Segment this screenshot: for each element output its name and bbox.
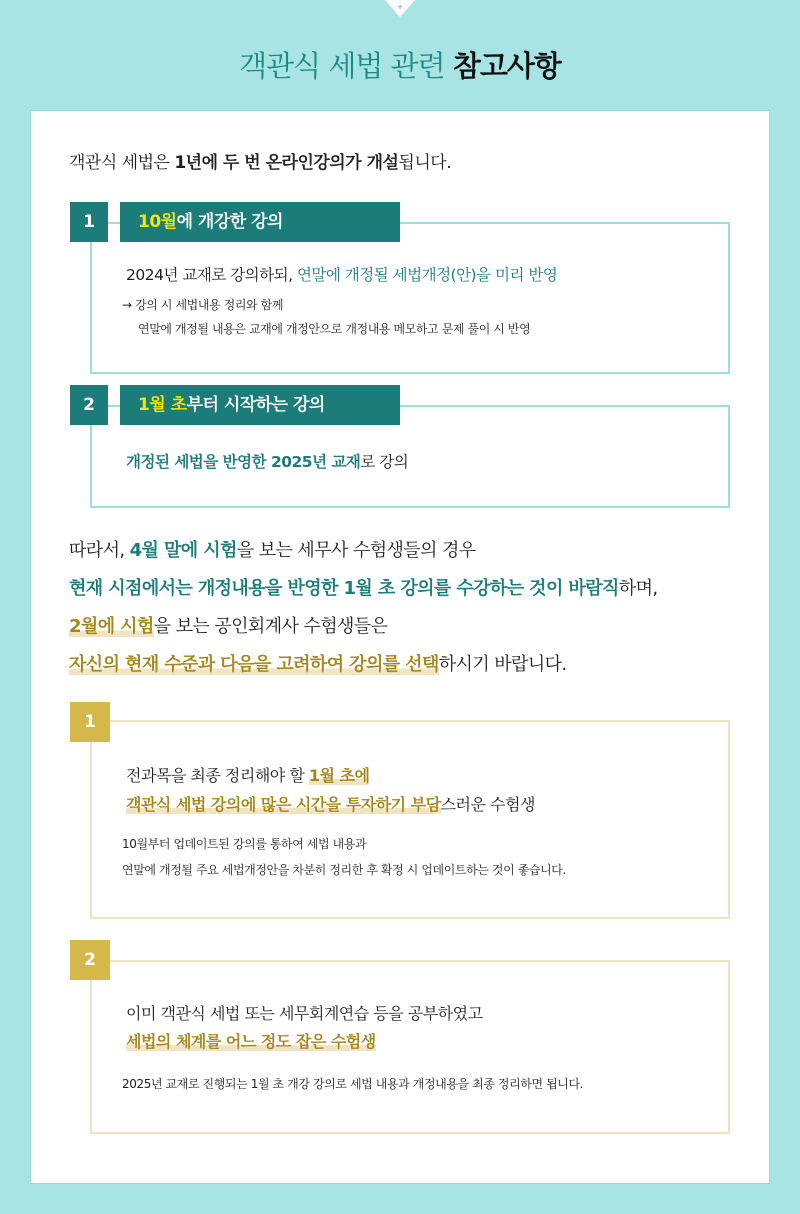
section1-heading-rest: 에 개강한 강의 <box>176 212 283 232</box>
top-notch-icon <box>385 0 415 18</box>
para-line1 <box>69 536 476 562</box>
intro-c: 됩니다. <box>398 153 452 173</box>
gold1-l1-b: 1월 초에 <box>308 766 370 785</box>
section1-line-b: 연말에 개정될 세법개정(안)을 미리 반영 <box>296 266 558 284</box>
para-line2 <box>69 574 657 600</box>
section2-line-a: 개정된 세법을 반영한 2025년 교재 <box>126 453 361 471</box>
section2-heading <box>120 385 400 425</box>
gold2-line1: 이미 객관식 세법 또는 세무회계연습 등을 공부하였고 <box>126 1004 483 1023</box>
section1-note1: → 강의 시 세법내용 정리와 함께 <box>122 298 284 312</box>
section2-heading-highlight: 1월 초 <box>138 395 187 415</box>
section1-note2: 연말에 개정될 내용은 교재에 개정안으로 개정내용 메모하고 문제 풀이 시 반영 <box>138 322 531 336</box>
para3-b: 을 보는 공인회계사 수험생들은 <box>153 616 388 637</box>
para3-a: 2월에 시험 <box>69 616 154 637</box>
para2-a: 현재 시점에서는 개정내용을 반영한 1월 초 강의를 수강하는 것이 바람직 <box>69 578 619 599</box>
section1-heading <box>120 202 400 242</box>
para1-a: 따라서, <box>69 540 130 561</box>
gold2-l2: 세법의 체계를 어느 정도 잡은 수험생 <box>126 1032 376 1051</box>
gold1-box <box>90 720 730 919</box>
gold1-l1-a: 전과목을 최종 정리해야 할 <box>126 766 309 785</box>
intro-a: 객관식 세법은 <box>69 153 175 173</box>
gold1-line2 <box>126 792 535 815</box>
section2-heading-rest: 부터 시작하는 강의 <box>186 395 325 415</box>
gold1-l2-b: 스러운 수험생 <box>440 795 535 814</box>
gold2-note1: 2025년 교재로 진행되는 1월 초 개강 강의로 세법 내용과 개정내용을 최종 정리하면 됩니다. <box>122 1077 584 1091</box>
page-title-normal: 객관식 세법 관련 <box>239 49 453 83</box>
gold2-number: 2 <box>70 940 110 980</box>
section2-main-line <box>126 450 408 472</box>
svg-text:+: + <box>397 3 403 11</box>
para2-b: 하며, <box>618 578 658 599</box>
para4-a: 자신의 현재 수준과 다음을 고려하여 강의를 선택 <box>69 654 439 675</box>
gold1-note2: 연말에 개정될 주요 세법개정안을 차분히 정리한 후 확정 시 업데이트하는 것이 좋습니다. <box>122 863 566 877</box>
intro-bold: 1년에 두 번 온라인강의가 개설 <box>174 153 399 173</box>
section1-number: 1 <box>70 202 108 242</box>
para1-c: 을 보는 세무사 수험생들의 경우 <box>236 540 476 561</box>
section1-line-a: 2024년 교재로 강의하되, <box>126 266 297 284</box>
para4-b: 하시기 바랍니다. <box>438 654 567 675</box>
gold1-line1 <box>126 763 369 786</box>
para1-b: 4월 말에 시험 <box>129 540 237 561</box>
section1-heading-highlight: 10월 <box>138 212 177 232</box>
page-title <box>0 44 800 85</box>
page-title-bold: 참고사항 <box>452 49 561 83</box>
gold1-l2-a: 객관식 세법 강의에 많은 시간을 투자하기 부담 <box>126 795 441 814</box>
gold1-note1: 10월부터 업데이트된 강의를 통하여 세법 내용과 <box>122 837 367 851</box>
gold2-line2 <box>126 1029 376 1052</box>
section2-number: 2 <box>70 385 108 425</box>
para-line3 <box>69 612 387 638</box>
para-line4 <box>69 650 567 676</box>
gold1-number: 1 <box>70 702 110 742</box>
intro-text <box>69 148 451 173</box>
section2-line-b: 로 강의 <box>360 453 409 471</box>
section1-main-line <box>126 263 557 285</box>
